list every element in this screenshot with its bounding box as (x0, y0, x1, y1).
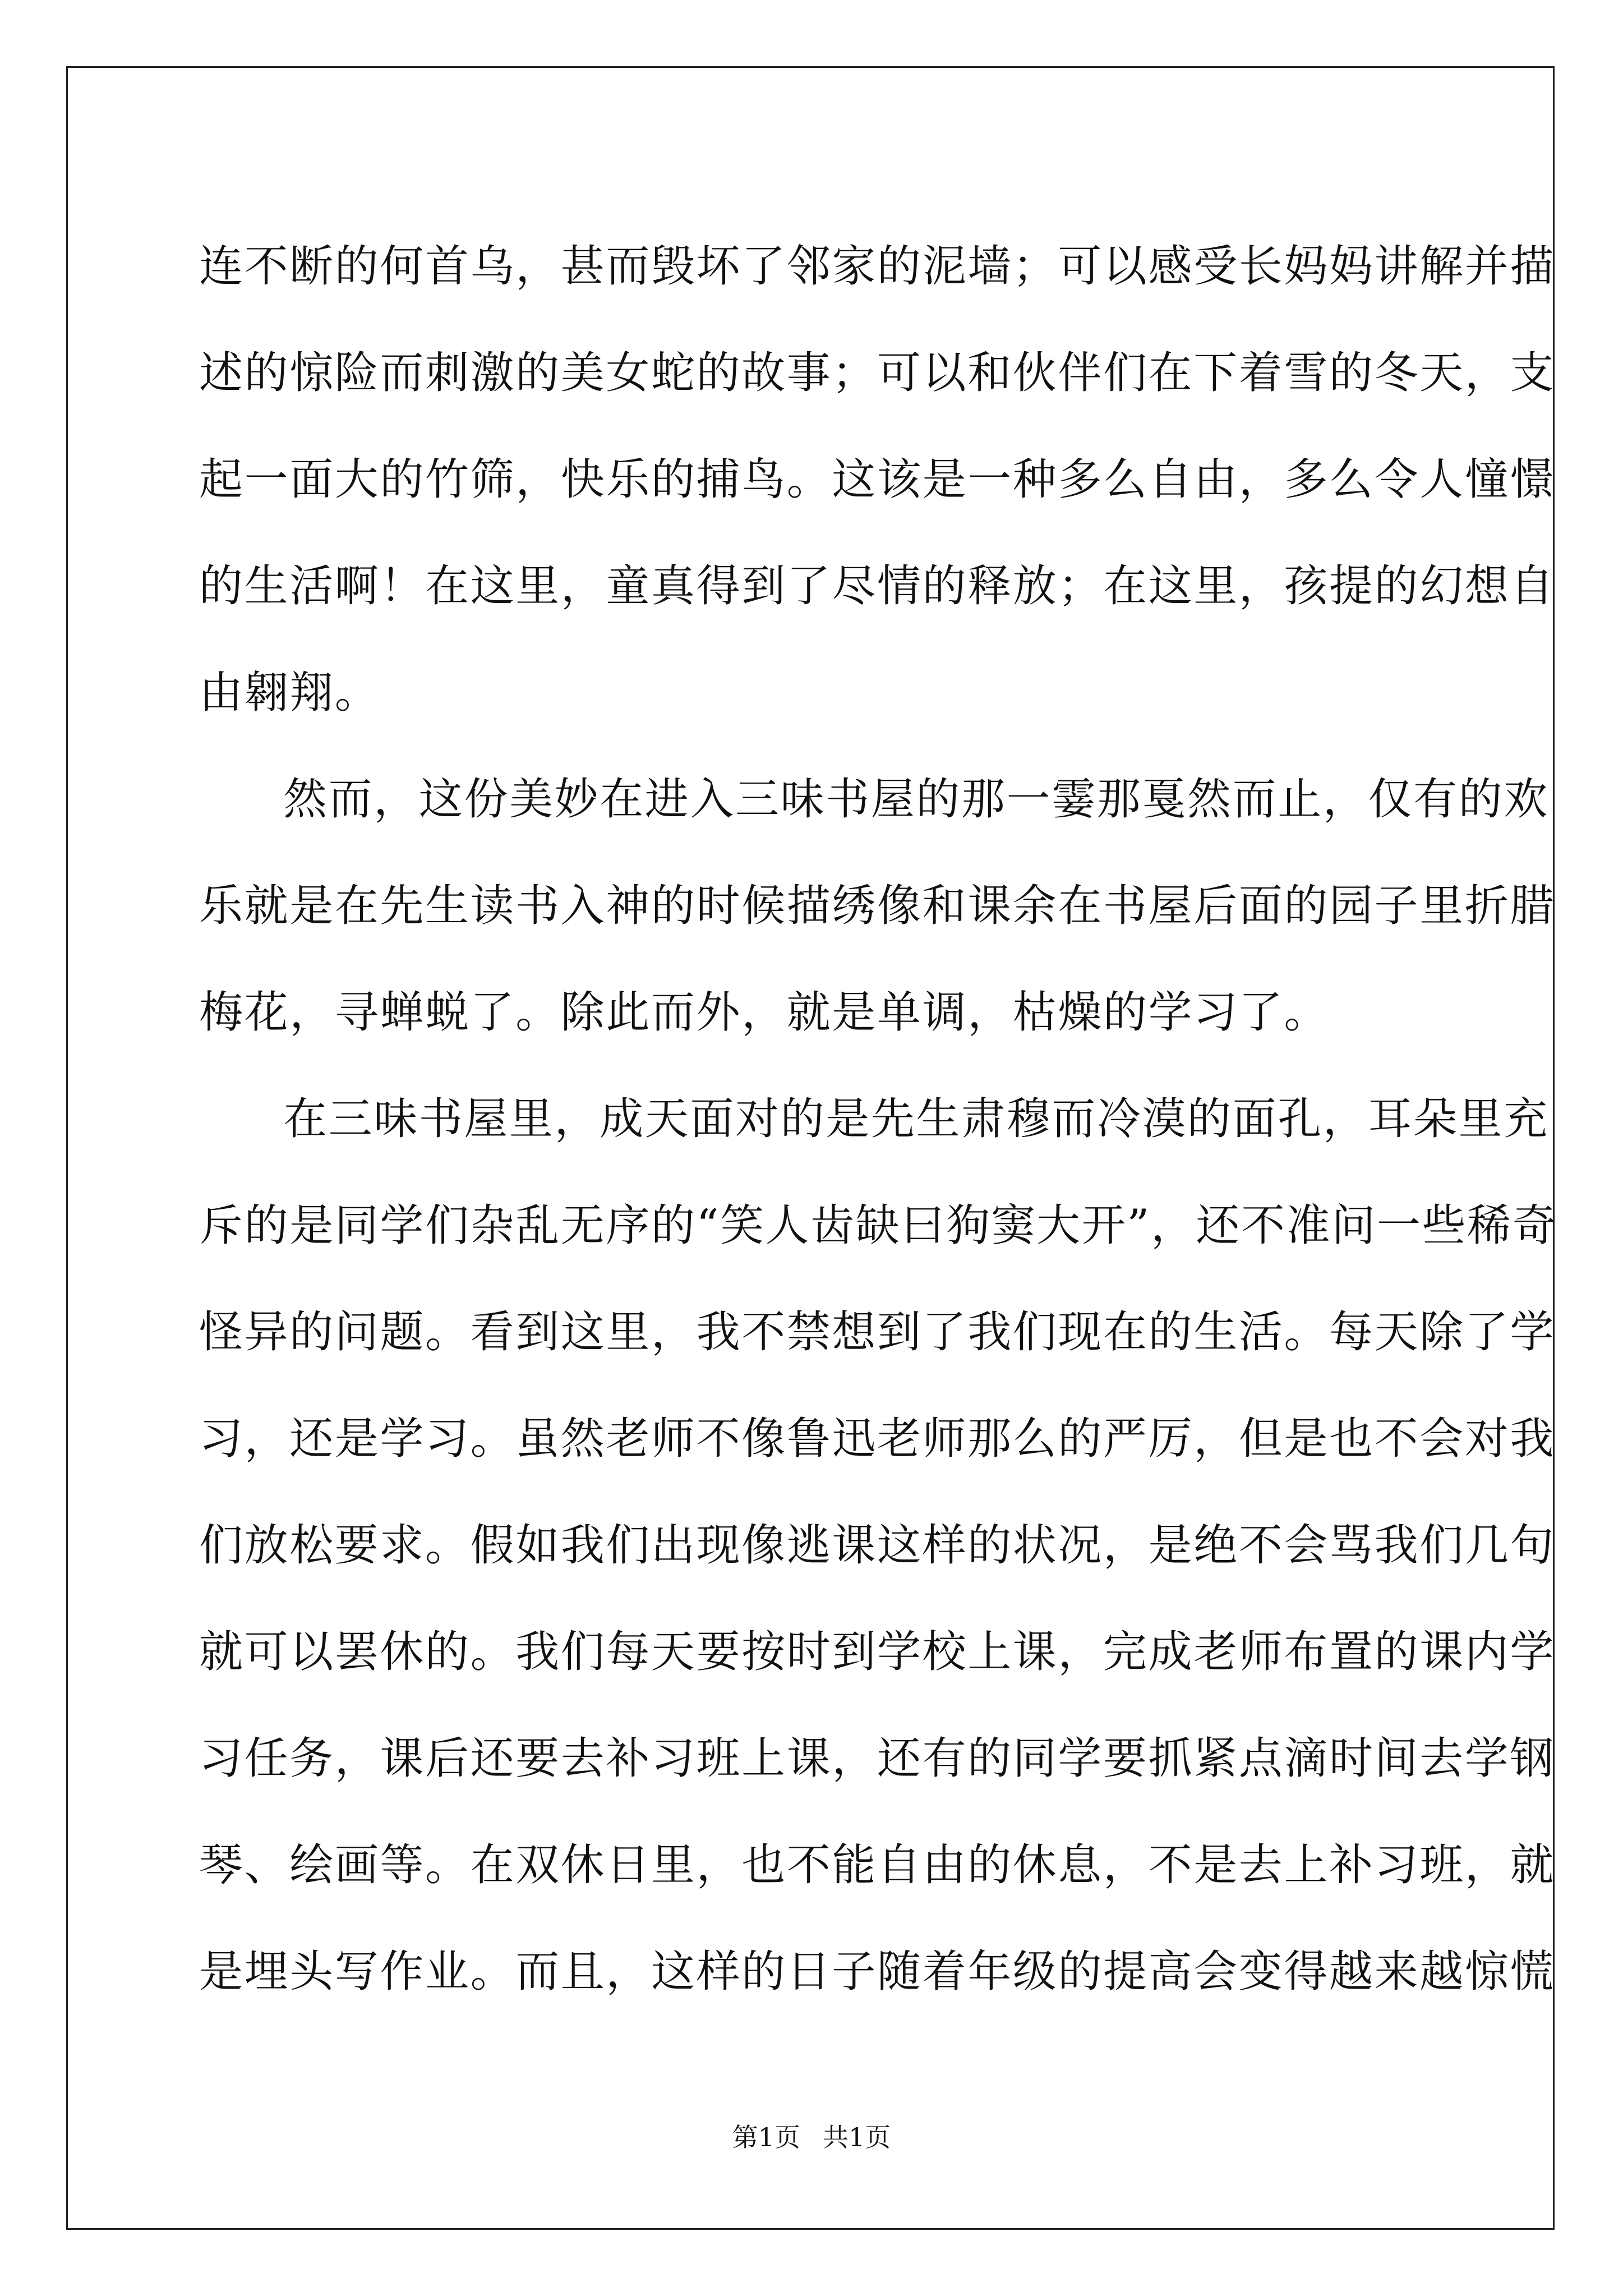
paragraph-first-line: 然而，这份美妙在进入三味书屋的那一霎那戛然而止，仅有的欢 (283, 774, 1549, 825)
paragraph-first-line: 在三味书屋里，成天面对的是先生肃穆而冷漠的面孔，耳朵里充 (283, 1094, 1549, 1144)
text-line: 乐就是在先生读书入神的时候描绣像和课余在书屋后面的园子里折腊 (199, 881, 1556, 931)
text-line: 们放松要求。假如我们出现像逃课这样的状况，是绝不会骂我们几句 (199, 1520, 1556, 1571)
text-line: 习任务，课后还要去补习班上课，还有的同学要抓紧点滴时间去学钢 (199, 1733, 1556, 1784)
text-line: 梅花，寻蝉蜕了。除此而外，就是单调，枯燥的学习了。 (199, 987, 1330, 1038)
text-line: 就可以罢休的。我们每天要按时到学校上课，完成老师布置的课内学 (199, 1627, 1556, 1677)
text-line: 起一面大的竹筛，快乐的捕鸟。这该是一种多么自由，多么令人憧憬 (199, 454, 1556, 505)
text-line: 连不断的何首乌，甚而毁坏了邻家的泥墙；可以感受长妈妈讲解并描 (199, 241, 1556, 292)
document-body (199, 213, 1558, 2025)
page-total: 共1页 (823, 2122, 891, 2152)
text-line: 习，还是学习。虽然老师不像鲁迅老师那么的严厉，但是也不会对我 (199, 1414, 1556, 1464)
text-line: 述的惊险而刺激的美女蛇的故事；可以和伙伴们在下着雪的冬天，支 (199, 348, 1556, 398)
text-line: 由翱翔。 (199, 668, 380, 718)
text-line: 琴、绘画等。在双休日里，也不能自由的休息，不是去上补习班，就 (199, 1840, 1556, 1890)
page-footer (0, 2120, 1623, 2154)
text-line: 是埋头写作业。而且，这样的日子随着年级的提高会变得越来越惊慌 (199, 1947, 1556, 1997)
page-number: 第1页 (732, 2122, 800, 2152)
text-line: 的生活啊！在这里，童真得到了尽情的释放；在这里，孩提的幻想自 (199, 561, 1556, 611)
text-line: 斥的是同学们杂乱无序的“笑人齿缺曰狗窦大开”，还不准问一些稀奇 (199, 1200, 1558, 1251)
text-line: 怪异的问题。看到这里，我不禁想到了我们现在的生活。每天除了学 (199, 1307, 1556, 1358)
